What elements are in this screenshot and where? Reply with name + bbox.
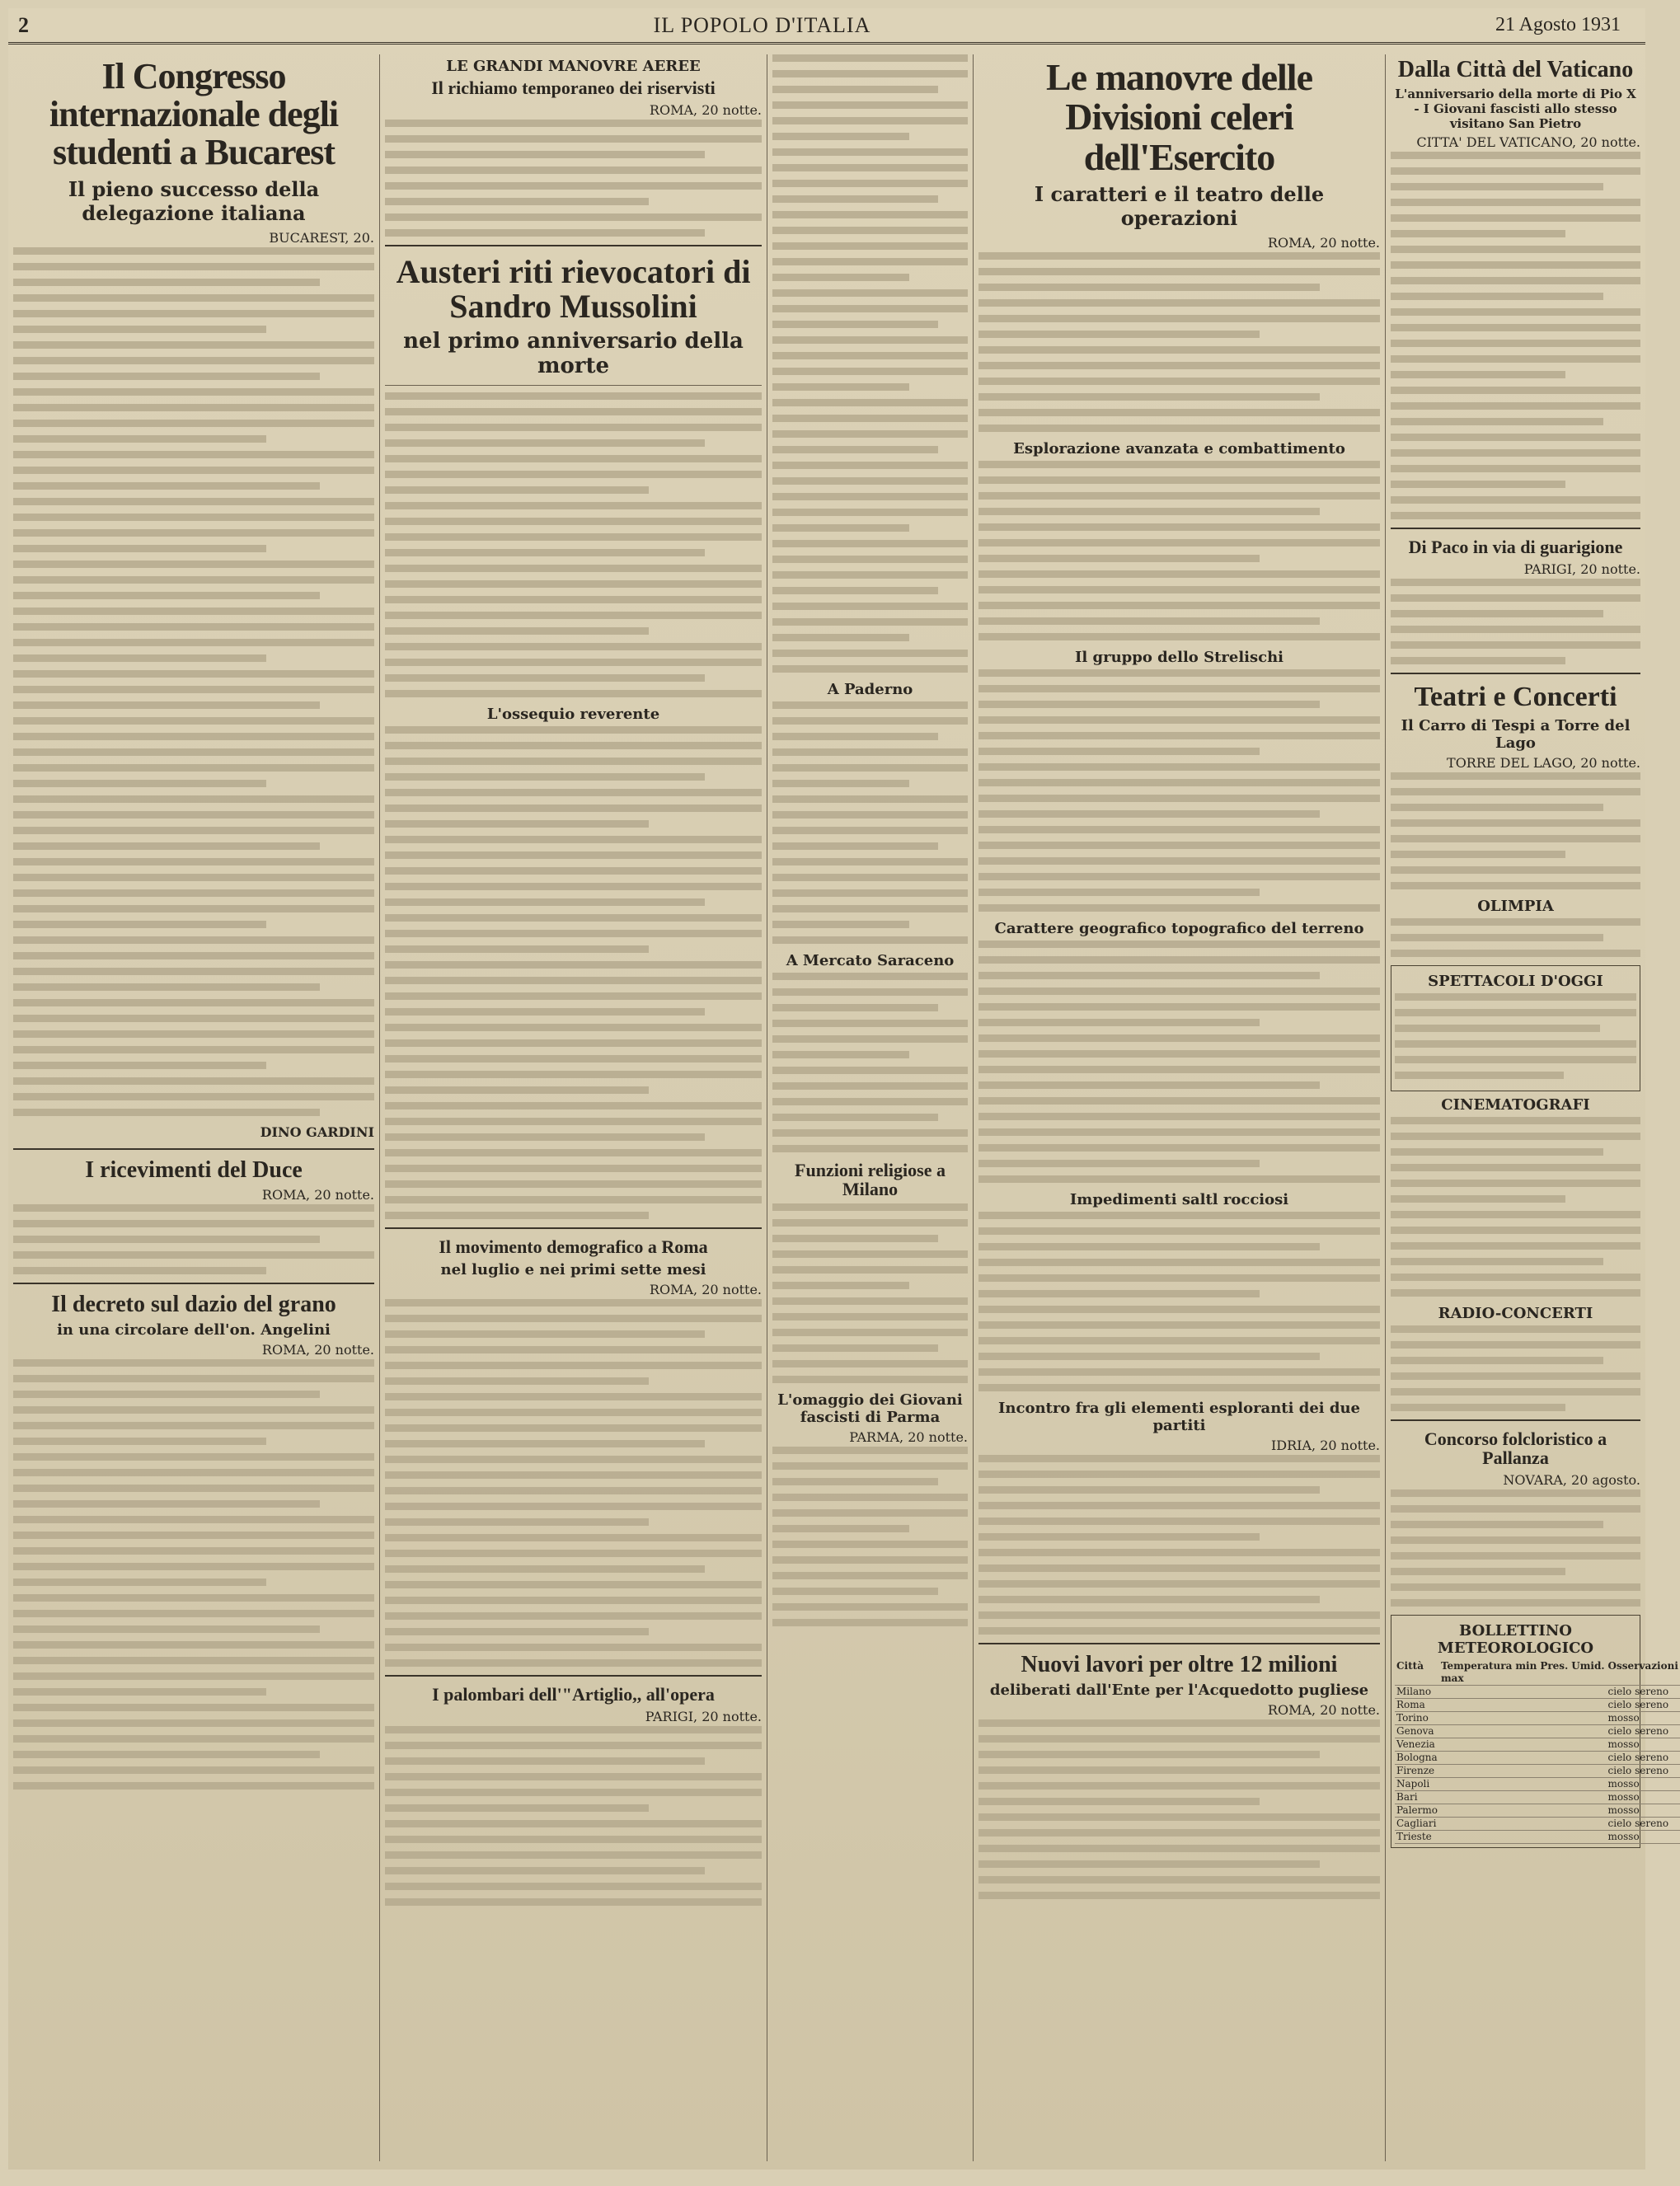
deck-carro-tespi: Il Carro di Tespi a Torre del Lago [1401,717,1631,753]
headline-nuovi-lavori: Nuovi lavori per oltre 12 milioni [1021,1651,1338,1677]
weather-cell: Milano [1395,1686,1439,1699]
weather-cell [1513,1738,1538,1752]
subhead-impedimenti: Impedimenti saltl rocciosi [1069,1190,1289,1208]
spettacoli-title: SPETTACOLI D'OGGI [1428,973,1603,991]
weather-cell [1439,1778,1513,1791]
weather-cell [1538,1752,1570,1765]
weather-cell: Firenze [1395,1765,1439,1778]
weather-cell: Torino [1395,1712,1439,1725]
deck-vaticano: L'anniversario della morte di Pio X - I Giovani fascisti allo stesso visitano San Pietro [1395,87,1636,132]
weather-cell [1513,1791,1538,1804]
newspaper-page [8,8,1678,2170]
weather-cell [1439,1738,1513,1752]
weather-cell [1570,1738,1606,1752]
subhead-incontro: Incontro fra gli elementi esploranti dei due partiti [998,1399,1360,1434]
dateline-vaticano: CITTA' DEL VATICANO, 20 notte. [1416,134,1640,151]
weather-cell [1538,1725,1570,1738]
weather-cell [1570,1791,1606,1804]
dateline-torre-lago: TORRE DEL LAGO, 20 notte. [1447,755,1640,772]
subhead-esplorazione: Esplorazione avanzata e combattimento [1013,439,1345,457]
weather-cell [1513,1804,1538,1818]
weather-cell: Bologna [1395,1752,1439,1765]
dateline-novara: NOVARA, 20 agosto. [1503,1472,1640,1489]
headline-vaticano: Dalla Città del Vaticano [1397,57,1634,82]
weather-cell [1570,1712,1606,1725]
deck-anniversario: nel primo anniversario della morte [403,329,744,379]
weather-cell: cielo sereno [1607,1686,1680,1699]
page-number: 2 [18,12,29,37]
subhead-strelischi: Il gruppo dello Strelischi [1074,648,1284,666]
weather-header-cell: Osservazioni [1607,1660,1680,1686]
weather-cell [1570,1818,1606,1831]
subhead-cinematografi: CINEMATOGRAFI [1441,1096,1590,1114]
weather-cell [1570,1725,1606,1738]
headline-concorso-pallanza: Concorso folcloristico a Pallanza [1424,1428,1607,1469]
weather-cell [1570,1686,1606,1699]
weather-cell [1570,1778,1606,1791]
weather-cell: cielo sereno [1607,1765,1680,1778]
subhead-radio: RADIO-CONCERTI [1438,1305,1593,1323]
headline-di-paco: Di Paco in via di guarigione [1408,537,1623,558]
weather-cell [1439,1804,1513,1818]
weather-cell [1538,1818,1570,1831]
masthead [8,8,1645,45]
weather-cell [1439,1699,1513,1712]
weather-cell: Napoli [1395,1778,1439,1791]
weather-header-cell: Temperatura max [1440,1660,1513,1685]
subhead-ossequio: L'ossequio reverente [486,706,660,724]
weather-cell: cielo sereno [1607,1699,1680,1712]
weather-cell [1513,1818,1538,1831]
deck-acquedotto: deliberati dall'Ente per l'Acquedotto pugliese [989,1682,1369,1700]
headline-divisioni-celeri: Le manovre delle Divisioni celeri dell'Esercito [1046,56,1312,178]
weather-cell [1538,1712,1570,1725]
subhead-mercato-saraceno: A Mercato Saraceno [786,952,955,969]
weather-cell: mosso [1607,1712,1680,1725]
kicker-manovre-aeree: LE GRANDI MANOVRE AEREE [446,58,701,75]
weather-cell [1513,1712,1538,1725]
weather-cell [1513,1752,1538,1765]
column-3 [767,54,973,2161]
weather-cell [1439,1831,1513,1844]
bollettino-box [1391,1615,1678,1848]
article-body [13,247,374,1116]
subhead-olimpia: OLIMPIA [1477,898,1554,916]
subhead-funzioni-religiose: Funzioni religiose a Milano [795,1160,946,1200]
newspaper-name: IL POPOLO D'ITALIA [653,12,871,37]
headline-movimento-demografico: Il movimento demografico a Roma [439,1236,708,1258]
column-1 [8,54,379,2161]
weather-cell [1538,1765,1570,1778]
weather-cell [1513,1778,1538,1791]
weather-cell [1538,1686,1570,1699]
weather-cell [1538,1791,1570,1804]
spettacoli-box [1391,965,1640,1091]
deck-circolare: in una circolare dell'on. Angelini [57,1321,331,1339]
weather-header-cell: Umid. [1570,1660,1606,1686]
weather-cell [1538,1831,1570,1844]
weather-cell [1513,1686,1538,1699]
dateline-dazio: ROMA, 20 notte. [261,1342,374,1358]
issue-date: 21 Agosto 1931 [1495,14,1621,35]
deck-movimento: nel luglio e nei primi sette mesi [440,1261,706,1279]
dateline-parma: PARMA, 20 notte. [849,1429,968,1446]
weather-cell: mosso [1607,1738,1680,1752]
weather-cell [1513,1765,1538,1778]
weather-cell: Venezia [1395,1738,1439,1752]
weather-cell: cielo sereno [1607,1752,1680,1765]
weather-cell [1538,1778,1570,1791]
weather-cell: Roma [1395,1699,1439,1712]
weather-cell: Bari [1395,1791,1439,1804]
weather-cell [1513,1831,1538,1844]
headline-palombari: I palombari dell'"Artiglio,, all'opera [432,1684,715,1705]
deck-caratteri: I caratteri e il teatro delle operazioni [1034,181,1325,230]
weather-cell [1570,1699,1606,1712]
weather-cell: Trieste [1395,1831,1439,1844]
weather-cell: cielo sereno [1607,1725,1680,1738]
weather-cell: Cagliari [1395,1818,1439,1831]
weather-cell: Genova [1395,1725,1439,1738]
weather-header-cell: Città [1395,1660,1439,1686]
weather-header-cell: Pres. [1538,1660,1570,1686]
bollettino-title: BOLLETTINO METEOROLOGICO [1437,1622,1594,1658]
weather-cell: mosso [1607,1778,1680,1791]
dateline-palombari: PARIGI, 20 notte. [645,1709,762,1725]
headline-sandro-mussolini: Austeri riti rievocatori di Sandro Mussolini [396,253,751,326]
column-2 [379,54,767,2161]
weather-cell [1538,1699,1570,1712]
weather-cell [1439,1725,1513,1738]
dateline-lavori: ROMA, 20 notte. [1267,1702,1380,1719]
dateline: BUCAREST, 20. [269,229,374,246]
weather-cell [1570,1804,1606,1818]
weather-cell [1513,1699,1538,1712]
weather-cell: mosso [1607,1804,1680,1818]
subhead-paderno: A Paderno [827,681,913,698]
headline-congresso: Il Congresso internazionale degli studenti a Bucarest [49,56,339,173]
headline-riservisti: Il richiamo temporaneo dei riservisti [431,77,716,98]
weather-cell: cielo sereno [1607,1818,1680,1831]
dateline-riservisti: ROMA, 20 notte. [649,102,762,119]
weather-cell [1439,1752,1513,1765]
weather-cell [1439,1686,1513,1699]
column-5 [1385,54,1678,2161]
dateline-idria: IDRIA, 20 notte. [1270,1437,1380,1453]
byline: DINO GARDINI [260,1123,374,1140]
subhead-carattere-geografico: Carattere geografico topografico del terreno [994,919,1364,937]
weather-header-cell: min [1513,1660,1538,1686]
headline-dazio-grano: Il decreto sul dazio del grano [51,1291,336,1317]
dateline-ricevimenti: ROMA, 20 notte. [261,1186,374,1203]
weather-cell: mosso [1607,1831,1680,1844]
dateline-movimento: ROMA, 20 notte. [649,1282,762,1298]
weather-cell [1570,1765,1606,1778]
weather-cell [1538,1804,1570,1818]
weather-cell [1439,1765,1513,1778]
weather-cell [1570,1831,1606,1844]
weather-cell [1570,1752,1606,1765]
weather-cell [1538,1738,1570,1752]
headline-teatri: Teatri e Concerti [1414,682,1617,713]
weather-cell: mosso [1607,1791,1680,1804]
deck-delegazione: Il pieno successo della delegazione italiana [68,176,320,225]
headline-ricevimenti: I ricevimenti del Duce [85,1156,303,1183]
weather-cell [1439,1712,1513,1725]
weather-cell: Palermo [1396,1804,1438,1817]
dateline-manovre: ROMA, 20 notte. [1267,234,1380,251]
column-4 [973,54,1385,2161]
weather-cell [1439,1791,1513,1804]
weather-cell [1513,1725,1538,1738]
weather-table [1395,1660,1678,1844]
weather-cell [1439,1818,1513,1831]
subhead-omaggio-parma: L'omaggio dei Giovani fascisti di Parma [777,1391,963,1427]
dateline-paco: PARIGI, 20 notte. [1523,561,1640,578]
